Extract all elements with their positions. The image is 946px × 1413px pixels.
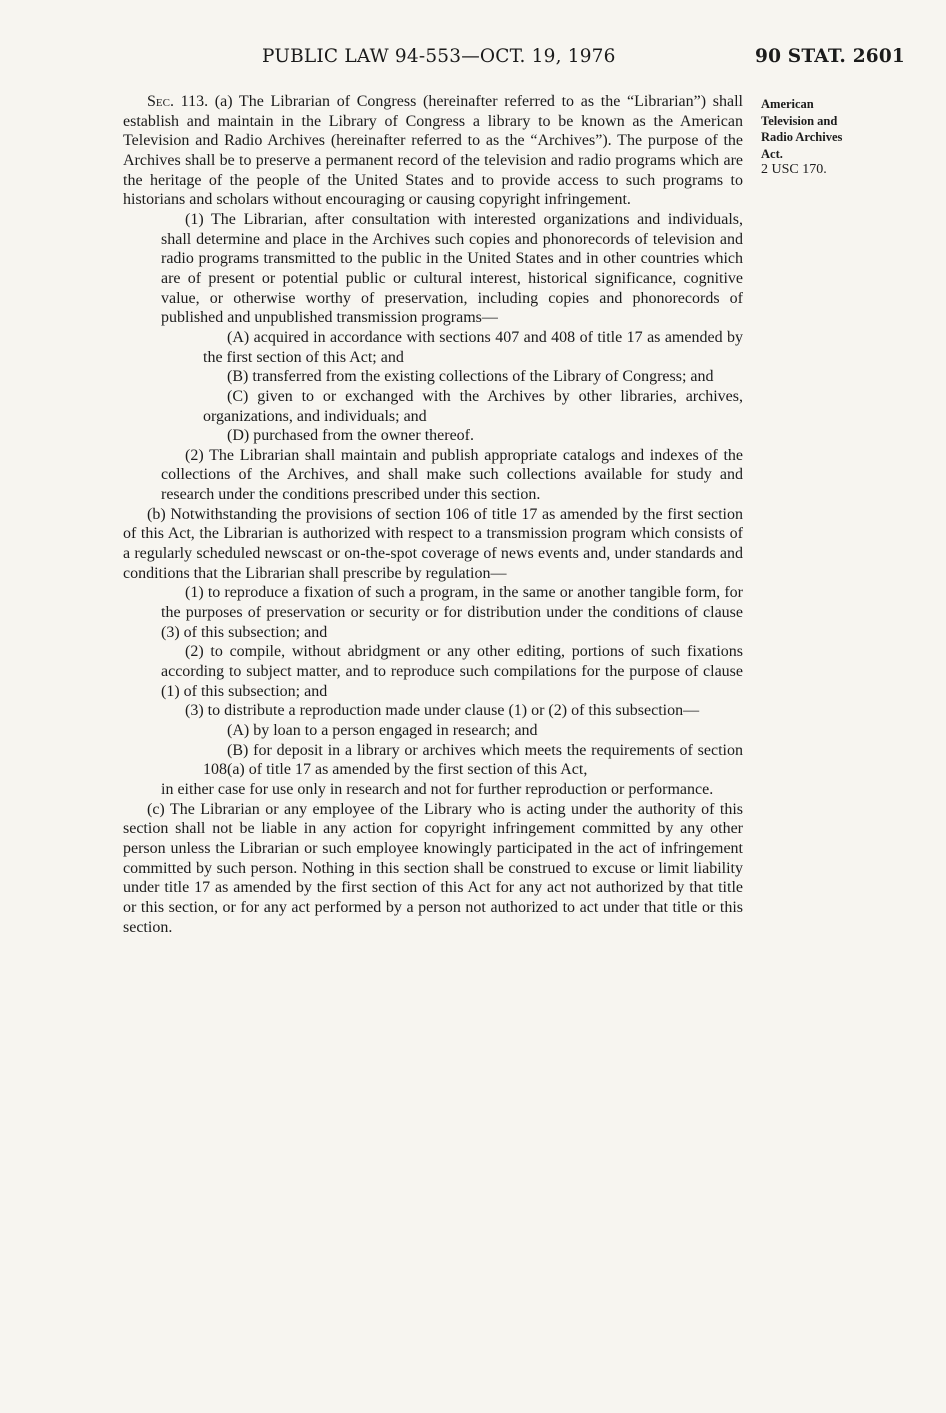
section-113-text (123, 92, 743, 937)
paragraph-intro (123, 92, 743, 210)
margin-note-line: American (761, 97, 814, 111)
paragraph-b2: (2) to compile, without abridgment or any other editing, portions of such fixations according to subject matter, and to reproduce such compilations for the purpose of clause (1) of this subsection; and (161, 643, 743, 700)
margin-note (761, 96, 901, 179)
paragraph-c: (c) The Librarian or any employee of the Library who is acting under the authority of this section shall not be liable in any action for copyright infringement committed by any other person unless the Librarian or such employee knowingly participated in the act of infringement committed by such person. Nothing in this section shall be construed to excuse or limit liability under title 17 as amended by the first section of this Act for any act not authorized by that title or this section, or for any act performed by a person not authorized to act under that title or this section. (123, 800, 743, 936)
paragraph-a1B: (B) transferred from the existing collections of the Library of Congress; and (227, 368, 714, 386)
paragraph-a1D: (D) purchased from the owner thereof. (227, 427, 475, 445)
paragraph-text: 113. (a) The Librarian of Congress (hereinafter referred to as the “Librarian”) shall establish and maintain in the Library of Congress a library to be known as the American Television and Radio Archives (hereinafter referred to as the “Archives”). The purpose of the Archives shall be to preserve a permanent record of the television and radio programs which are the heritage of the people of the United States and to provide access to such programs to historians and scholars without encouraging or causing copyright infringement. (123, 93, 743, 209)
margin-note-line: Act. (761, 146, 783, 161)
paragraph-b-tail: in either case for use only in research and not for further reproduction or performance. (161, 780, 714, 798)
paragraph-a1A: (A) acquired in accordance with sections 407 and 408 of title 17 as amended by the first section of this Act; and (203, 328, 743, 366)
running-head: PUBLIC LAW 94-553—OCT. 19, 1976 (262, 46, 616, 67)
margin-note-line: Television and (761, 113, 838, 128)
paragraph-a1: (1) The Librarian, after consultation with interested organizations and individuals, shall determine and place in the Archives such copies and phonorecords of television and radio programs transmitted to the public in the United States and in other countries which are of present or potential public or cultural interest, historical significance, cognitive value, or otherwise worthy of preservation, including copies and phonorecords of published and unpublished transmission programs— (161, 210, 743, 327)
section-label: Sec. (147, 93, 174, 110)
paragraph-a1C: (C) given to or exchanged with the Archives by other libraries, archives, organizations, and individuals; and (203, 387, 743, 425)
paragraph-b3: (3) to distribute a reproduction made under clause (1) or (2) of this subsection— (185, 702, 700, 720)
paragraph-b: (b) Notwithstanding the provisions of section 106 of title 17 as amended by the first section of this Act, the Librarian is authorized with respect to a transmission program which consists of a regularly scheduled newscast or on-the-spot coverage of news events and, under standards and conditions that the Librarian shall prescribe by regulation— (123, 505, 743, 582)
statute-page-number: 90 STAT. 2601 (755, 46, 905, 67)
page-header (0, 46, 946, 72)
paragraph-b3A: (A) by loan to a person engaged in research; and (227, 722, 538, 739)
margin-citation: 2 USC 170. (761, 162, 827, 177)
paragraph-b3B: (B) for deposit in a library or archives which meets the requirements of section 108(a) of title 17 as amended by the first section of this Act, (203, 741, 743, 779)
margin-note-line: Radio Archives (761, 130, 843, 144)
paragraph-a2: (2) The Librarian shall maintain and publish appropriate catalogs and indexes of the collections of the Archives, and shall make such collections available for study and research under the conditions prescribed under this section. (161, 446, 743, 504)
paragraph-b1: (1) to reproduce a fixation of such a program, in the same or another tangible form, for the purposes of preservation or security or for distribution under the conditions of clause (3) of this subsection; and (161, 584, 743, 641)
